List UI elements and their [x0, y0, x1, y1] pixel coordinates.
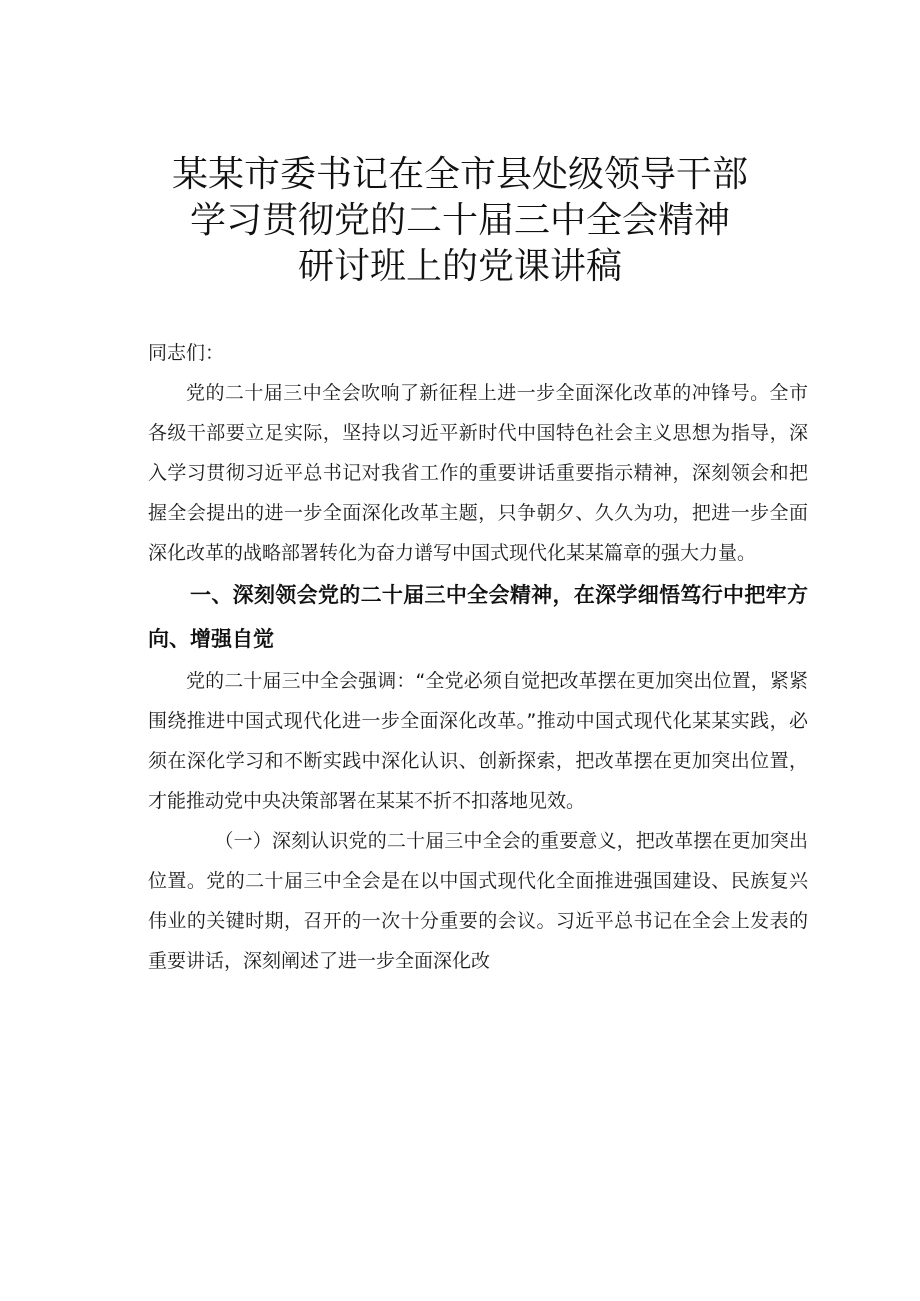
section-heading-1: 一、深刻领会党的二十届三中全会精神，在深学细悟笃行中把牢方向、增强自觉 [148, 583, 808, 651]
document-title [0, 152, 920, 290]
title-line-2: 学习贯彻党的二十届三中全会精神 [189, 200, 730, 241]
salutation: 同志们： [148, 342, 225, 364]
subsection-1-paragraph: （一）深刻认识党的二十届三中全会的重要意义，把改革摆在更加突出位置。党的二十届三中全会是在以中国式现代化全面推进强国建设、民族复兴伟业的关键时期，召开的一次十分重要的会议。习近平总书记在全会上发表的重要讲话，深刻阐述了进一步全面深化改 [148, 830, 808, 972]
section-1-paragraph: 党的二十届三中全会强调：“全党必须自觉把改革摆在更加突出位置，紧紧围绕推进中国式现代化进一步全面深化改革。”推动中国式现代化某某实践，必须在深化学习和不断实践中深化认识、创新探索，把改革摆在更加突出位置，才能推动党中央决策部署在某某不折不扣落地见效。 [148, 670, 808, 812]
title-line-1: 某某市委书记在全市县处级领导干部 [171, 154, 748, 195]
document-body [148, 333, 808, 981]
title-line-3: 研讨班上的党课讲稿 [297, 246, 622, 287]
intro-paragraph: 党的二十届三中全会吹响了新征程上进一步全面深化改革的冲锋号。全市各级干部要立足实际，坚持以习近平新时代中国特色社会主义思想为指导，深入学习贯彻习近平总书记对我省工作的重要讲话重要指示精神，深刻领会和把握全会提出的进一步全面深化改革主题，只争朝夕、久久为功，把进一步全面深化改革的战略部署转化为奋力谱写中国式现代化某某篇章的强大力量。 [148, 382, 808, 564]
